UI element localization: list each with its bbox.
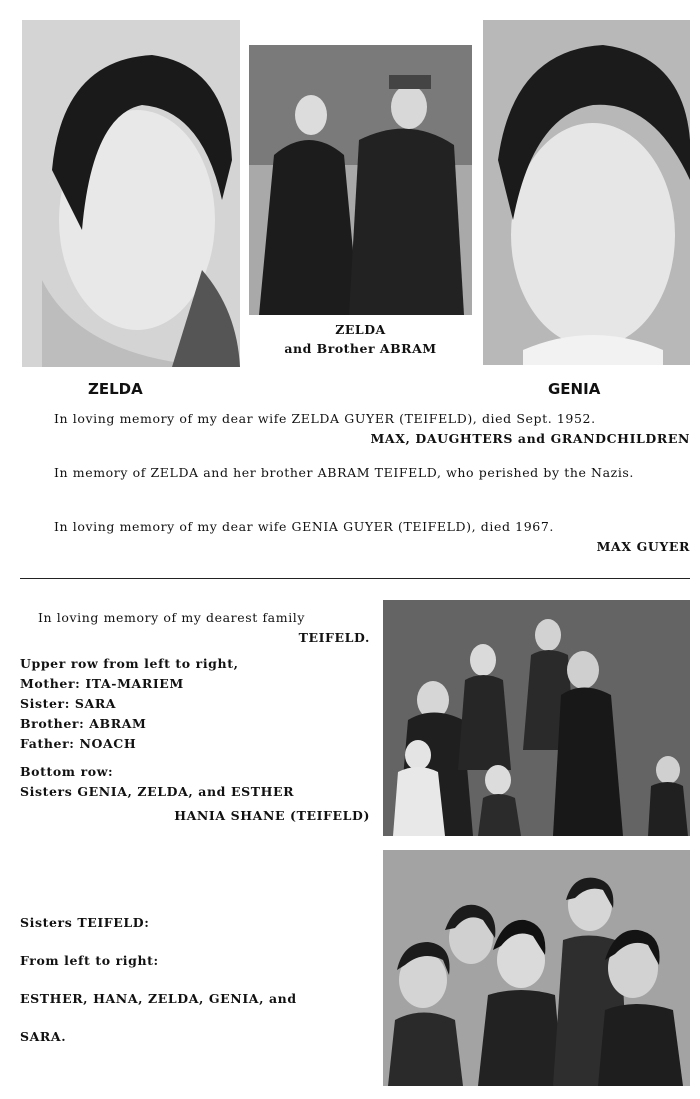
caption-line-2: and Brother ABRAM xyxy=(284,341,437,356)
label-zelda: ZELDA xyxy=(88,380,143,398)
memorial-zelda: In loving memory of my dear wife ZELDA GUYER (TEIFELD), died Sept. 1952. xyxy=(54,411,596,426)
memorial-zelda-signature: MAX, DAUGHTERS and GRANDCHILDREN xyxy=(370,431,690,446)
photo-zelda-and-abram xyxy=(249,45,472,315)
sisters-names-line2: SARA. xyxy=(20,1029,67,1044)
memorial-genia: In loving memory of my dear wife GENIA GUYER (TEIFELD), died 1967. xyxy=(54,519,554,534)
photo-zelda-portrait xyxy=(22,20,240,367)
photo-genia-portrait xyxy=(483,20,690,365)
section-divider xyxy=(20,578,690,579)
family-sisters: Sisters GENIA, ZELDA, and ESTHER xyxy=(20,784,295,799)
family-brother: Brother: ABRAM xyxy=(20,716,147,731)
family-bottom-row: Bottom row: xyxy=(20,764,114,779)
sisters-title: Sisters TEIFELD: xyxy=(20,915,150,930)
caption-line-1: ZELDA xyxy=(335,322,386,337)
sisters-caption xyxy=(20,913,370,1047)
family-signature: HANIA SHANE (TEIFELD) xyxy=(174,808,370,823)
label-genia: GENIA xyxy=(548,380,601,398)
family-upper-row: Upper row from left to right, xyxy=(20,656,239,671)
caption-zelda-and-abram xyxy=(249,320,472,358)
family-caption xyxy=(20,608,370,826)
sisters-order: From left to right: xyxy=(20,953,159,968)
family-intro-line2: TEIFELD. xyxy=(298,630,370,645)
memorial-genia-signature: MAX GUYER xyxy=(596,539,690,554)
photo-teifeld-family xyxy=(383,600,690,836)
family-intro-line1: In loving memory of my dearest family xyxy=(38,610,306,625)
sisters-names-line1: ESTHER, HANA, ZELDA, GENIA, and xyxy=(20,991,297,1006)
memorial-zelda-abram: In memory of ZELDA and her brother ABRAM TEIFELD, who perished by the Nazis. xyxy=(54,465,635,480)
family-father: Father: NOACH xyxy=(20,736,137,751)
family-sister: Sister: SARA xyxy=(20,696,117,711)
photo-teifeld-sisters xyxy=(383,850,690,1086)
family-mother: Mother: ITA-MARIEM xyxy=(20,676,184,691)
